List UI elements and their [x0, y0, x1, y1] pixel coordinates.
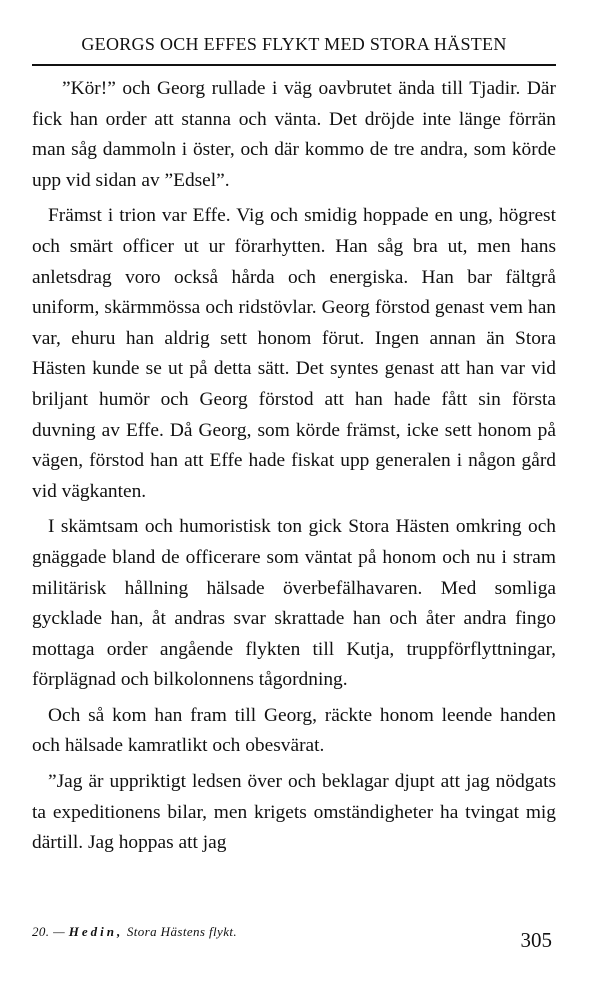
signature-title: Stora Hästens flykt.	[126, 924, 238, 939]
signature-author: Hedin,	[68, 924, 124, 939]
printer-signature	[32, 924, 237, 940]
paragraph: ”Jag är uppriktigt ledsen över och beklagar djupt att jag nödgats ta expeditionens bilar, men krigets omständigheter ha tvingat mig därtill. Jag hoppas att jag	[32, 771, 556, 854]
book-page	[32, 0, 556, 1000]
paragraph: Främst i trion var Effe. Vig och smidig hoppade en ung, högrest och smärt officer ut ur förarhytten. Han såg bra ut, men hans anletsdrag voro också hårda och energiska. Han bar fältgrå uniform, skärmmössa och ridstövlar. Georg förstod genast vem han var, ehuru han aldrig sett honom förut. Ingen annan än Stora Hästen kunde se ut på detta sätt. Det syntes genast att han var vid briljant humör och Georg förstod att han hade fått sin första duvning av Effe. Då Georg, som körde främst, icke sett honom på vägen, förstod han att Effe hade fiskat upp generalen i någon gård vid vägkanten.	[32, 205, 556, 502]
page-number: 305	[520, 928, 552, 952]
body-text	[32, 74, 556, 859]
paragraph: I skämtsam och humoristisk ton gick Stora Hästen omkring och gnäggade bland de officerare som väntat på honom och nu i stram militärisk hållning hälsade överbefälhavaren. Med somliga gycklade han, åt andras svar skrattade han och åter andra fingo mottaga order angående flykten till Kutja, truppförflyttningar, förplägnad och bilkolonnens tågordning.	[32, 516, 556, 691]
running-head: GEORGS OCH EFFES FLYKT MED STORA HÄSTEN	[81, 34, 507, 54]
header-rule	[32, 64, 556, 66]
signature-sheet: 20. —	[32, 924, 66, 939]
paragraph: ”Kör!” och Georg rullade i väg oavbrutet ända till Tjadir. Där fick han order att stanna och vänta. Det dröjde inte länge förrän man såg dammoln i öster, och där kommo de tre andra, som körde upp vid sidan av ”Edsel”.	[32, 78, 556, 191]
paragraph: Och så kom han fram till Georg, räckte honom leende handen och hälsade kamratlikt och obesvärat.	[32, 704, 556, 757]
